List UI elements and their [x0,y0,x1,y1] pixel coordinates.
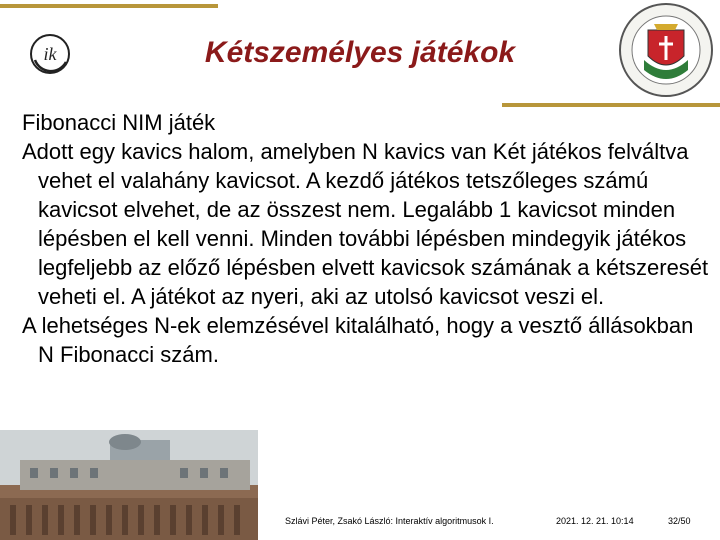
building-photo [0,430,258,540]
ik-logo-icon [26,30,74,78]
content-paragraph-2: A lehetséges N-ek elemzésével kitalálható, hogy a vesztő állásokban N Fibonacci szám. [22,313,694,367]
top-decorative-rule [0,4,218,8]
footer-date: 2021. 12. 21. 10:14 [556,516,634,526]
content-paragraph-1: Adott egy kavics halom, amelyben N kavics van Két játékos felváltva vehet el valahány kavicsot. A kezdő játékos tetszőleges számú kavicsot elvehet, de az összest nem. Legalább 1 kavicsot minden lépésben el kell venni. Minden további lépésben mindegyik játékos legfeljebb az előző lépésben elvett kavicsok számának a kétszeresét veheti el. A játékot az nyeri, aki az utolsó kavicsot veszi el. [22,139,709,309]
footer-authors: Szlávi Péter, Zsakó László: Interaktív algoritmusok I. [285,516,494,526]
footer-page-number: 32/50 [668,516,691,526]
university-seal-icon [614,0,718,104]
content-heading: Fibonacci NIM játék [22,110,216,135]
slide-content [22,108,712,369]
page-title: Kétszemélyes játékok [204,36,516,69]
ik-logo-text: ik [43,44,57,64]
